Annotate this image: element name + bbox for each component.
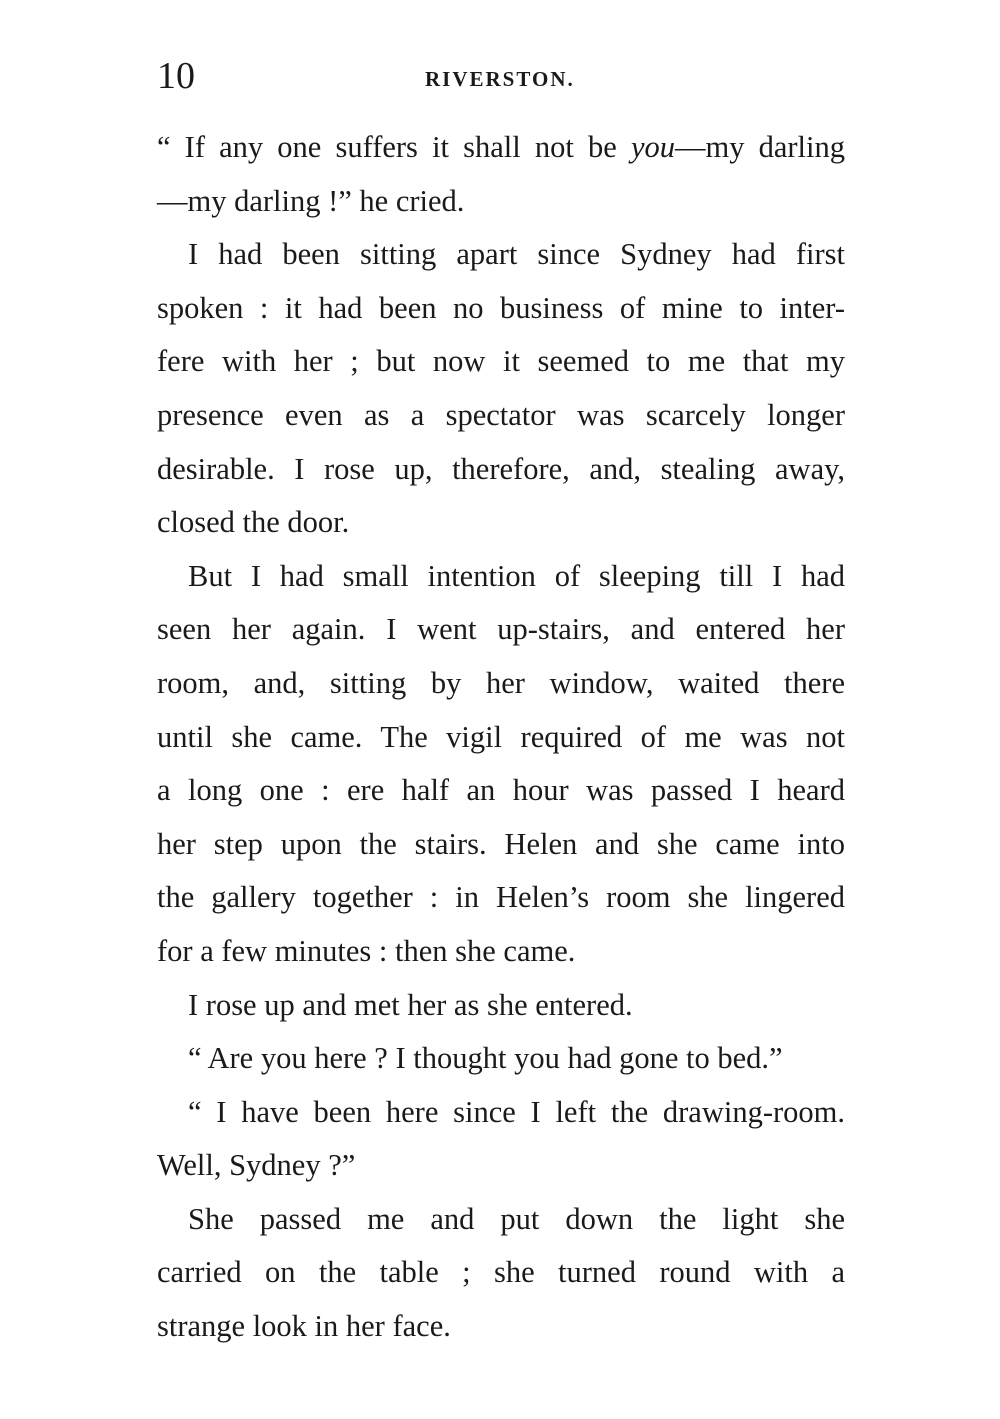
text-line: the gallery together : in Helen’s room she lingered bbox=[157, 880, 845, 915]
text-line: carried on the table ; she turned round with a bbox=[157, 1255, 845, 1290]
text-line: “ If any one suffers it shall not be you—my darling bbox=[157, 130, 845, 164]
text-line: Well, Sydney ?” bbox=[157, 1148, 356, 1183]
text-line: fere with her ; but now it seemed to me that my bbox=[157, 344, 845, 379]
text-line: room, and, sitting by her window, waited there bbox=[157, 665, 845, 700]
page-header bbox=[157, 52, 847, 102]
text-line: But I had small intention of sleeping till I had bbox=[188, 558, 845, 593]
body-text bbox=[157, 121, 845, 1354]
text-line: “ I have been here since I left the drawing-room. bbox=[188, 1094, 845, 1129]
page-number: 10 bbox=[157, 55, 195, 97]
text-line: until she came. The vigil required of me was not bbox=[157, 719, 845, 754]
text-line: strange look in her face. bbox=[157, 1309, 451, 1344]
text-line: She passed me and put down the light she bbox=[188, 1201, 845, 1236]
text-line: closed the door. bbox=[157, 505, 350, 540]
text-line: for a few minutes : then she came. bbox=[157, 933, 576, 968]
text-line: spoken : it had been no business of mine to inter- bbox=[157, 290, 845, 325]
text-line: I rose up and met her as she entered. bbox=[188, 987, 633, 1022]
text-line: “ Are you here ? I thought you had gone to bed.” bbox=[188, 1041, 783, 1076]
text-line: I had been sitting apart since Sydney had first bbox=[188, 237, 845, 272]
text-line: seen her again. I went up-stairs, and entered her bbox=[157, 612, 845, 647]
running-head: RIVERSTON. bbox=[425, 67, 575, 91]
text-line: a long one : ere half an hour was passed I heard bbox=[157, 773, 845, 808]
text-line: her step upon the stairs. Helen and she came into bbox=[157, 826, 845, 861]
text-line: presence even as a spectator was scarcely longer bbox=[157, 397, 845, 432]
text-line: desirable. I rose up, therefore, and, stealing away, bbox=[157, 451, 845, 486]
text-line: —my darling !” he cried. bbox=[157, 183, 465, 218]
emphasis: you bbox=[630, 130, 675, 164]
